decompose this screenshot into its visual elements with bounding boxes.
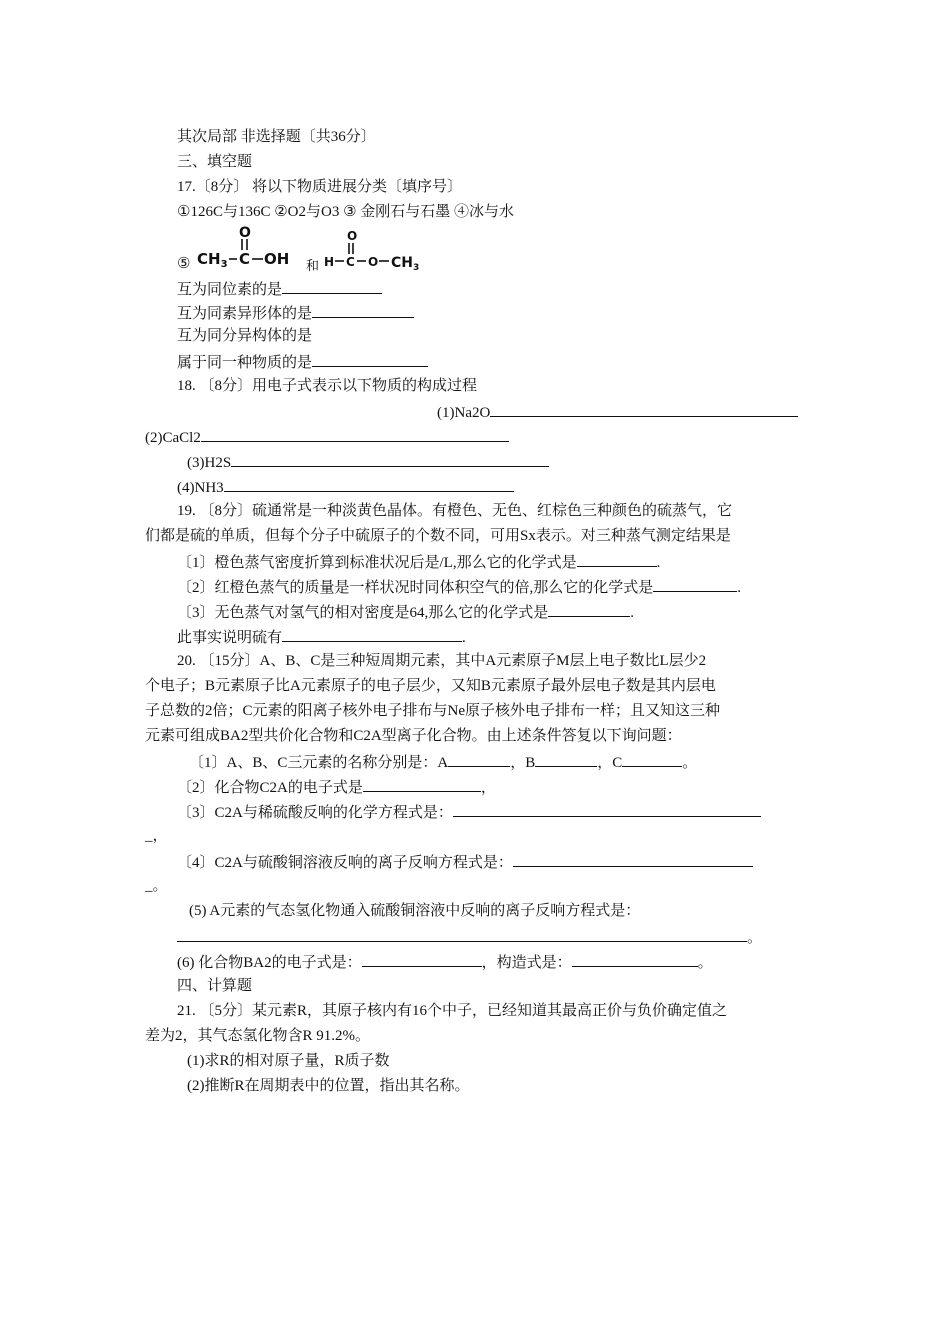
q20-line3: 子总数的2倍；C元素的阳离子核外电子排布与Ne原子核外电子排布一样；且又知这三种 [145,703,720,719]
q21-line1: 21. 〔5分〕某元素R，其原子核内有16个中子，已经知道其最高正价与负价确定值之 [177,1003,728,1019]
svg-text:C: C [239,250,251,268]
q17-allotropes: 互为同素异形体的是 [177,302,414,324]
svg-text:CH3: $CH_3$ [391,255,420,273]
q20-p4: 〔4〕C2A与硫酸铜溶液反响的离子反响方程式是： [177,851,753,873]
answer-blank [362,951,482,967]
q19-p1: 〔1〕橙色蒸气密度折算到标准状况后是/L,那么它的化学式是 . [177,551,660,573]
q20-p6: (6) 化合物BA2的电子式是： ，构造式是： 。 [177,951,713,973]
answer-blank [653,576,737,592]
q17-and: 和 [306,258,320,273]
q20-line1: 20. 〔15分〕A、B、C是三种短周期元素，其中A元素原子M层上电子数比L层少2 [177,653,707,669]
svg-text:CH3: $CH_3$ [197,250,228,270]
q18-title: 18. 〔8分〕用电子式表示以下物质的构成过程 [177,378,478,394]
q18-p4: (4)NH3 [177,476,514,498]
answer-blank [513,851,753,867]
answer-blank [453,801,761,817]
answer-blank [535,751,597,767]
q20-p3: 〔3〕C2A与稀硫酸反响的化学方程式是： [177,801,761,823]
answer-blank [312,302,414,318]
q20-p3-end: _， [145,828,168,844]
q19-line2: 们都是硫的单质，但每个分子中硫原子的个数不同，可用Sx表示。对三种蒸气测定结果是 [145,528,731,544]
svg-text:OH: OH [264,250,290,268]
answer-blank [231,451,549,467]
svg-text:O: O [347,229,358,243]
section3-title: 三、填空题 [177,154,253,170]
q17-title: 17.〔8分〕 将以下物质进展分类〔填序号〕 [177,179,463,195]
q20-p5-answer: 。 [177,926,762,948]
q17-isomers: 互为同分异构体的是 [177,328,313,344]
acetic-acid-structure [193,224,303,274]
answer-blank [224,476,514,492]
section4-title: 四、计算题 [177,978,253,994]
q20-p2: 〔2〕化合物C2A的电子式是 ， [177,776,496,798]
q19-line1: 19. 〔8分〕硫通常是一种淡黄色晶体。有橙色、无色、红棕色三种颜色的硫蒸气，它 [177,503,733,519]
q20-line2: 个电子；B元素原子比A元素原子的电子层少，又知B元素原子最外层电子数是其内层电 [145,678,716,694]
svg-text:O: O [368,255,379,269]
q19-conclusion: 此事实说明硫有 . [177,626,466,648]
answer-blank [548,601,630,617]
part2-title: 其次局部 非选择题〔共36分〕 [177,129,376,145]
q19-p2: 〔2〕红橙色蒸气的质量是一样状况时同体积空气的倍,那么它的化学式是 . [177,576,741,598]
answer-blank [448,751,510,767]
answer-blank [622,751,682,767]
methyl-formate-structure [322,226,432,274]
q21-p1: (1)求R的相对原子量，R质子数 [187,1053,390,1069]
q17-isotopes: 互为同位素的是 [177,278,382,300]
answer-blank [282,278,382,294]
answer-blank [312,351,428,367]
answer-blank [490,401,798,417]
q20-p4-end: _。 [145,878,168,894]
q18-p3: (3)H2S [187,451,549,473]
answer-blank [577,551,657,567]
svg-text:C: C [346,255,355,269]
q19-p3: 〔3〕无色蒸气对氢气的相对密度是64,那么它的化学式是 . [177,601,634,623]
q18-p1: (1)Na2O [437,401,798,423]
svg-text:O: O [239,225,251,241]
q20-p1: 〔1〕A、B、C三元素的名称分别是：A ，B ，C 。 [189,751,697,773]
answer-blank [282,626,462,642]
q20-line4: 元素可组成BA2型共价化合物和C2A型离子化合物。由上述条件答复以下询问题： [145,728,682,744]
answer-blank [363,776,481,792]
answer-blank [177,926,747,942]
answer-blank [201,426,509,442]
q17-items: ①126C与136C ②O2与O3 ③ 金刚石与石墨 ④冰与水 [177,204,515,220]
q20-p5: (5) A元素的气态氢化物通入硫酸铜溶液中反响的离子反响方程式是： [189,903,641,919]
q21-line2: 差为2，其气态氢化物含R 91.2%。 [145,1028,371,1044]
svg-text:H: H [324,255,335,269]
q21-p2: (2)推断R在周期表中的位置，指出其名称。 [187,1078,470,1094]
q18-p2: (2)CaCl2 [145,426,509,448]
q17-same-substance: 属于同一种物质的是 [177,351,428,373]
answer-blank [572,951,698,967]
q17-item5-prefix: ⑤ [177,256,191,272]
